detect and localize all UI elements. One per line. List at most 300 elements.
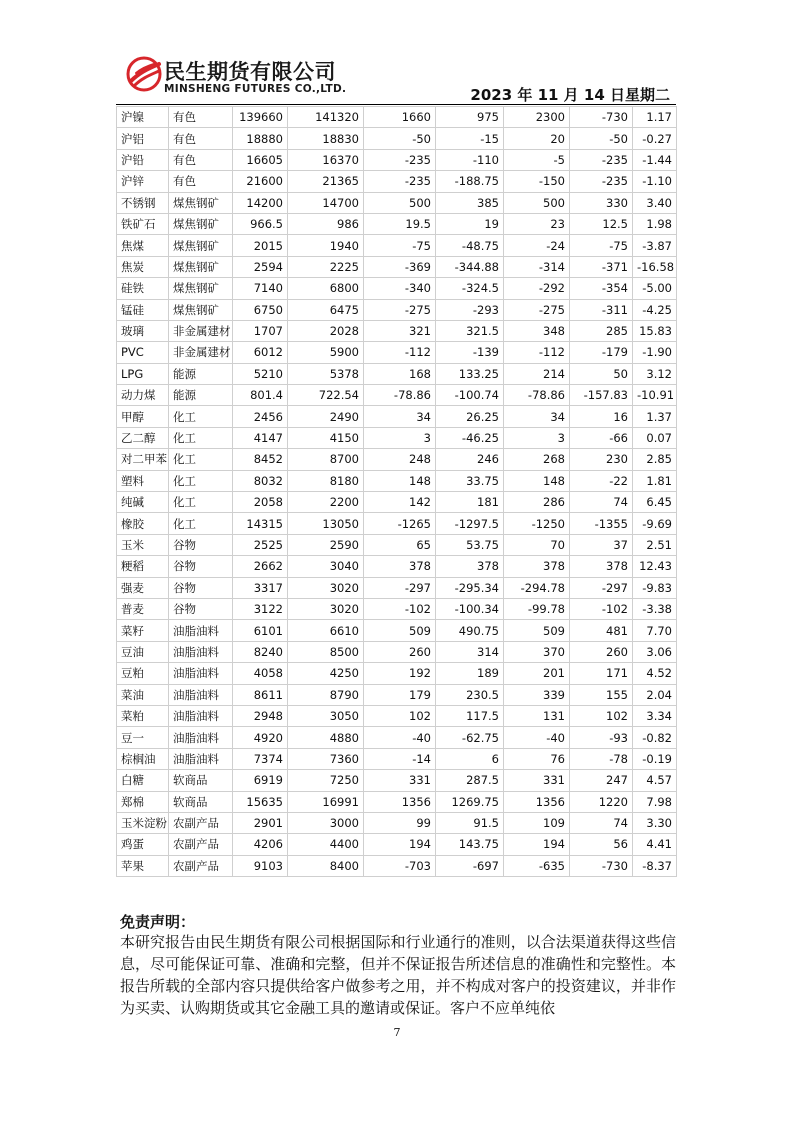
table-row xyxy=(117,748,677,769)
value-cell: 248 xyxy=(364,449,436,470)
sector-cell: 油脂油料 xyxy=(169,727,233,748)
contract-cell: 强麦 xyxy=(117,577,169,598)
value-cell: 5900 xyxy=(288,342,364,363)
table-row xyxy=(117,192,677,213)
value-cell: -324.5 xyxy=(436,278,504,299)
contract-cell: 乙二醇 xyxy=(117,427,169,448)
contract-cell: 沪锌 xyxy=(117,171,169,192)
table-row xyxy=(117,470,677,491)
value-cell: 194 xyxy=(504,834,570,855)
value-cell: 117.5 xyxy=(436,705,504,726)
contract-cell: 动力煤 xyxy=(117,385,169,406)
value-cell: -9.83 xyxy=(633,577,677,598)
sector-cell: 煤焦钢矿 xyxy=(169,256,233,277)
value-cell: 102 xyxy=(364,705,436,726)
value-cell: 4058 xyxy=(233,663,288,684)
value-cell: 975 xyxy=(436,107,504,128)
value-cell: 2028 xyxy=(288,320,364,341)
value-cell: -110 xyxy=(436,149,504,170)
value-cell: -292 xyxy=(504,278,570,299)
value-cell: 4880 xyxy=(288,727,364,748)
value-cell: 966.5 xyxy=(233,213,288,234)
value-cell: -112 xyxy=(364,342,436,363)
value-cell: 3.34 xyxy=(633,705,677,726)
value-cell: -0.82 xyxy=(633,727,677,748)
value-cell: 181 xyxy=(436,492,504,513)
value-cell: 801.4 xyxy=(233,385,288,406)
value-cell: -235 xyxy=(364,149,436,170)
value-cell: 21365 xyxy=(288,171,364,192)
value-cell: -1.90 xyxy=(633,342,677,363)
table-row xyxy=(117,834,677,855)
value-cell: 194 xyxy=(364,834,436,855)
table-row xyxy=(117,278,677,299)
value-cell: -0.27 xyxy=(633,128,677,149)
value-cell: -3.38 xyxy=(633,598,677,619)
sector-cell: 非金属建材 xyxy=(169,342,233,363)
value-cell: 99 xyxy=(364,812,436,833)
value-cell: 53.75 xyxy=(436,534,504,555)
value-cell: 4.52 xyxy=(633,663,677,684)
value-cell: 1356 xyxy=(364,791,436,812)
value-cell: 143.75 xyxy=(436,834,504,855)
sector-cell: 非金属建材 xyxy=(169,320,233,341)
sector-cell: 油脂油料 xyxy=(169,684,233,705)
company-logo xyxy=(126,56,366,100)
table-row xyxy=(117,149,677,170)
value-cell: 7250 xyxy=(288,770,364,791)
contract-cell: 橡胶 xyxy=(117,513,169,534)
sector-cell: 油脂油料 xyxy=(169,641,233,662)
value-cell: -188.75 xyxy=(436,171,504,192)
value-cell: 3000 xyxy=(288,812,364,833)
disclaimer-title: 免责声明： xyxy=(120,913,196,931)
report-date: 2023 年 11 月 14 日星期二 xyxy=(470,86,670,104)
value-cell: -48.75 xyxy=(436,235,504,256)
sector-cell: 化工 xyxy=(169,470,233,491)
value-cell: -139 xyxy=(436,342,504,363)
value-cell: 722.54 xyxy=(288,385,364,406)
value-cell: -50 xyxy=(570,128,633,149)
value-cell: -100.34 xyxy=(436,598,504,619)
table-row xyxy=(117,213,677,234)
value-cell: 7360 xyxy=(288,748,364,769)
value-cell: 133.25 xyxy=(436,363,504,384)
sector-cell: 有色 xyxy=(169,107,233,128)
table-row xyxy=(117,427,677,448)
value-cell: -75 xyxy=(570,235,633,256)
contract-cell: 豆一 xyxy=(117,727,169,748)
table-row xyxy=(117,256,677,277)
contract-cell: 沪镍 xyxy=(117,107,169,128)
value-cell: 7.98 xyxy=(633,791,677,812)
value-cell: 179 xyxy=(364,684,436,705)
table-row xyxy=(117,342,677,363)
contract-cell: 对二甲苯 xyxy=(117,449,169,470)
value-cell: 2.04 xyxy=(633,684,677,705)
value-cell: 16991 xyxy=(288,791,364,812)
value-cell: -369 xyxy=(364,256,436,277)
value-cell: -22 xyxy=(570,470,633,491)
value-cell: 13050 xyxy=(288,513,364,534)
value-cell: -235 xyxy=(364,171,436,192)
value-cell: -703 xyxy=(364,855,436,876)
value-cell: -15 xyxy=(436,128,504,149)
table-row xyxy=(117,171,677,192)
contract-cell: 玉米淀粉 xyxy=(117,812,169,833)
value-cell: 2015 xyxy=(233,235,288,256)
value-cell: -102 xyxy=(570,598,633,619)
value-cell: 70 xyxy=(504,534,570,555)
value-cell: -293 xyxy=(436,299,504,320)
value-cell: 4150 xyxy=(288,427,364,448)
value-cell: 65 xyxy=(364,534,436,555)
contract-cell: 玉米 xyxy=(117,534,169,555)
contract-cell: LPG xyxy=(117,363,169,384)
value-cell: 19 xyxy=(436,213,504,234)
value-cell: -1250 xyxy=(504,513,570,534)
value-cell: 509 xyxy=(504,620,570,641)
company-name-en: MINSHENG FUTURES CO.,LTD. xyxy=(164,83,347,95)
sector-cell: 有色 xyxy=(169,149,233,170)
value-cell: 3020 xyxy=(288,577,364,598)
value-cell: 1.17 xyxy=(633,107,677,128)
value-cell: -697 xyxy=(436,855,504,876)
value-cell: 141320 xyxy=(288,107,364,128)
value-cell: 986 xyxy=(288,213,364,234)
sector-cell: 化工 xyxy=(169,513,233,534)
value-cell: -24 xyxy=(504,235,570,256)
value-cell: 268 xyxy=(504,449,570,470)
value-cell: 148 xyxy=(504,470,570,491)
contract-cell: 棕榈油 xyxy=(117,748,169,769)
value-cell: 378 xyxy=(570,556,633,577)
sector-cell: 有色 xyxy=(169,128,233,149)
value-cell: 142 xyxy=(364,492,436,513)
value-cell: 16370 xyxy=(288,149,364,170)
value-cell: 3122 xyxy=(233,598,288,619)
value-cell: 4250 xyxy=(288,663,364,684)
table-row xyxy=(117,620,677,641)
sector-cell: 煤焦钢矿 xyxy=(169,192,233,213)
table-row xyxy=(117,855,677,876)
value-cell: 15.83 xyxy=(633,320,677,341)
table-row xyxy=(117,492,677,513)
table-row xyxy=(117,363,677,384)
value-cell: -5.00 xyxy=(633,278,677,299)
value-cell: 0.07 xyxy=(633,427,677,448)
table-row xyxy=(117,598,677,619)
value-cell: -354 xyxy=(570,278,633,299)
table-row xyxy=(117,641,677,662)
value-cell: 4.57 xyxy=(633,770,677,791)
value-cell: 230 xyxy=(570,449,633,470)
sector-cell: 能源 xyxy=(169,385,233,406)
value-cell: 155 xyxy=(570,684,633,705)
value-cell: 171 xyxy=(570,663,633,684)
value-cell: -371 xyxy=(570,256,633,277)
value-cell: 3 xyxy=(504,427,570,448)
sector-cell: 油脂油料 xyxy=(169,620,233,641)
sector-cell: 油脂油料 xyxy=(169,705,233,726)
value-cell: 2490 xyxy=(288,406,364,427)
sector-cell: 化工 xyxy=(169,406,233,427)
value-cell: 14315 xyxy=(233,513,288,534)
value-cell: -150 xyxy=(504,171,570,192)
sector-cell: 煤焦钢矿 xyxy=(169,213,233,234)
value-cell: 1940 xyxy=(288,235,364,256)
value-cell: -62.75 xyxy=(436,727,504,748)
value-cell: -78.86 xyxy=(504,385,570,406)
sector-cell: 谷物 xyxy=(169,577,233,598)
table-row xyxy=(117,791,677,812)
value-cell: 189 xyxy=(436,663,504,684)
value-cell: 15635 xyxy=(233,791,288,812)
value-cell: 139660 xyxy=(233,107,288,128)
value-cell: 6610 xyxy=(288,620,364,641)
value-cell: -1355 xyxy=(570,513,633,534)
value-cell: 109 xyxy=(504,812,570,833)
value-cell: -275 xyxy=(504,299,570,320)
value-cell: 331 xyxy=(504,770,570,791)
value-cell: 26.25 xyxy=(436,406,504,427)
table-row xyxy=(117,727,677,748)
contract-cell: 沪铅 xyxy=(117,149,169,170)
value-cell: 6 xyxy=(436,748,504,769)
value-cell: 2456 xyxy=(233,406,288,427)
value-cell: 6475 xyxy=(288,299,364,320)
value-cell: 8240 xyxy=(233,641,288,662)
contract-cell: 菜籽 xyxy=(117,620,169,641)
value-cell: -16.58 xyxy=(633,256,677,277)
value-cell: 1220 xyxy=(570,791,633,812)
value-cell: 2.51 xyxy=(633,534,677,555)
value-cell: 8400 xyxy=(288,855,364,876)
value-cell: 378 xyxy=(504,556,570,577)
value-cell: 1707 xyxy=(233,320,288,341)
value-cell: 3.12 xyxy=(633,363,677,384)
value-cell: 6800 xyxy=(288,278,364,299)
value-cell: 8790 xyxy=(288,684,364,705)
value-cell: 500 xyxy=(364,192,436,213)
minsheng-logo-icon xyxy=(126,56,162,92)
disclaimer-body: 本研究报告由民生期货有限公司根据国际和行业通行的准则，以合法渠道获得这些信息，尽可能保证可靠、准确和完整，但并不保证报告所述信息的准确性和完整性。本报告所载的全部内容只提供给客户做参考之用，并不构成对客户的投资建议，并非作为买卖、认购期货或其它金融工具的邀请或保证。客户不应单纯依 xyxy=(120,933,676,1017)
table-row xyxy=(117,663,677,684)
sector-cell: 软商品 xyxy=(169,791,233,812)
value-cell: 7374 xyxy=(233,748,288,769)
value-cell: 5210 xyxy=(233,363,288,384)
value-cell: 500 xyxy=(504,192,570,213)
value-cell: -297 xyxy=(570,577,633,598)
value-cell: 23 xyxy=(504,213,570,234)
value-cell: 37 xyxy=(570,534,633,555)
value-cell: 6919 xyxy=(233,770,288,791)
page-number: 7 xyxy=(393,1026,401,1039)
contract-cell: PVC xyxy=(117,342,169,363)
value-cell: 3.40 xyxy=(633,192,677,213)
value-cell: 490.75 xyxy=(436,620,504,641)
value-cell: 2594 xyxy=(233,256,288,277)
table-row xyxy=(117,107,677,128)
value-cell: -275 xyxy=(364,299,436,320)
value-cell: -99.78 xyxy=(504,598,570,619)
table-row xyxy=(117,385,677,406)
value-cell: 3020 xyxy=(288,598,364,619)
value-cell: -0.19 xyxy=(633,748,677,769)
value-cell: 285 xyxy=(570,320,633,341)
value-cell: 192 xyxy=(364,663,436,684)
value-cell: 74 xyxy=(570,492,633,513)
value-cell: -344.88 xyxy=(436,256,504,277)
value-cell: 3 xyxy=(364,427,436,448)
value-cell: 8700 xyxy=(288,449,364,470)
value-cell: 74 xyxy=(570,812,633,833)
value-cell: -78.86 xyxy=(364,385,436,406)
value-cell: -40 xyxy=(364,727,436,748)
value-cell: 4206 xyxy=(233,834,288,855)
value-cell: 16 xyxy=(570,406,633,427)
value-cell: -40 xyxy=(504,727,570,748)
value-cell: -100.74 xyxy=(436,385,504,406)
value-cell: -14 xyxy=(364,748,436,769)
value-cell: -235 xyxy=(570,171,633,192)
contract-cell: 不锈钢 xyxy=(117,192,169,213)
sector-cell: 煤焦钢矿 xyxy=(169,299,233,320)
value-cell: -730 xyxy=(570,855,633,876)
value-cell: -10.91 xyxy=(633,385,677,406)
value-cell: 33.75 xyxy=(436,470,504,491)
value-cell: 287.5 xyxy=(436,770,504,791)
header-rule xyxy=(116,104,676,105)
contract-cell: 白糖 xyxy=(117,770,169,791)
contract-cell: 焦煤 xyxy=(117,235,169,256)
contract-cell: 甲醇 xyxy=(117,406,169,427)
value-cell: 378 xyxy=(364,556,436,577)
value-cell: -93 xyxy=(570,727,633,748)
value-cell: 12.5 xyxy=(570,213,633,234)
value-cell: -50 xyxy=(364,128,436,149)
value-cell: 7140 xyxy=(233,278,288,299)
sector-cell: 油脂油料 xyxy=(169,748,233,769)
sector-cell: 化工 xyxy=(169,449,233,470)
table-row xyxy=(117,299,677,320)
sector-cell: 谷物 xyxy=(169,534,233,555)
contract-cell: 豆粕 xyxy=(117,663,169,684)
value-cell: 18830 xyxy=(288,128,364,149)
value-cell: -5 xyxy=(504,149,570,170)
value-cell: 4400 xyxy=(288,834,364,855)
value-cell: 321.5 xyxy=(436,320,504,341)
value-cell: 201 xyxy=(504,663,570,684)
value-cell: 260 xyxy=(364,641,436,662)
value-cell: 3.30 xyxy=(633,812,677,833)
value-cell: -66 xyxy=(570,427,633,448)
contract-cell: 焦炭 xyxy=(117,256,169,277)
value-cell: 339 xyxy=(504,684,570,705)
value-cell: 2225 xyxy=(288,256,364,277)
value-cell: 214 xyxy=(504,363,570,384)
table-row xyxy=(117,705,677,726)
value-cell: 20 xyxy=(504,128,570,149)
value-cell: 5378 xyxy=(288,363,364,384)
value-cell: 3317 xyxy=(233,577,288,598)
value-cell: 3050 xyxy=(288,705,364,726)
value-cell: 7.70 xyxy=(633,620,677,641)
value-cell: 3040 xyxy=(288,556,364,577)
value-cell: 2948 xyxy=(233,705,288,726)
value-cell: 2300 xyxy=(504,107,570,128)
value-cell: 509 xyxy=(364,620,436,641)
value-cell: 18880 xyxy=(233,128,288,149)
value-cell: -314 xyxy=(504,256,570,277)
value-cell: -295.34 xyxy=(436,577,504,598)
value-cell: 2901 xyxy=(233,812,288,833)
value-cell: -635 xyxy=(504,855,570,876)
value-cell: 286 xyxy=(504,492,570,513)
contract-cell: 锰硅 xyxy=(117,299,169,320)
value-cell: -1265 xyxy=(364,513,436,534)
value-cell: -311 xyxy=(570,299,633,320)
sector-cell: 煤焦钢矿 xyxy=(169,278,233,299)
value-cell: 230.5 xyxy=(436,684,504,705)
value-cell: -730 xyxy=(570,107,633,128)
futures-price-table xyxy=(116,106,677,877)
value-cell: 2.85 xyxy=(633,449,677,470)
value-cell: 50 xyxy=(570,363,633,384)
contract-cell: 鸡蛋 xyxy=(117,834,169,855)
company-name-cn: 民生期货有限公司 xyxy=(164,60,336,84)
table-row xyxy=(117,128,677,149)
value-cell: 2590 xyxy=(288,534,364,555)
value-cell: 8032 xyxy=(233,470,288,491)
value-cell: 14700 xyxy=(288,192,364,213)
sector-cell: 化工 xyxy=(169,427,233,448)
value-cell: 2662 xyxy=(233,556,288,577)
sector-cell: 油脂油料 xyxy=(169,663,233,684)
value-cell: -157.83 xyxy=(570,385,633,406)
value-cell: 6.45 xyxy=(633,492,677,513)
value-cell: 4920 xyxy=(233,727,288,748)
sector-cell: 谷物 xyxy=(169,556,233,577)
value-cell: -1297.5 xyxy=(436,513,504,534)
value-cell: 331 xyxy=(364,770,436,791)
contract-cell: 塑料 xyxy=(117,470,169,491)
value-cell: -235 xyxy=(570,149,633,170)
value-cell: -112 xyxy=(504,342,570,363)
value-cell: -8.37 xyxy=(633,855,677,876)
value-cell: 102 xyxy=(570,705,633,726)
value-cell: -294.78 xyxy=(504,577,570,598)
value-cell: 21600 xyxy=(233,171,288,192)
value-cell: 3.06 xyxy=(633,641,677,662)
table-row xyxy=(117,684,677,705)
value-cell: 378 xyxy=(436,556,504,577)
contract-cell: 菜油 xyxy=(117,684,169,705)
contract-cell: 郑棉 xyxy=(117,791,169,812)
contract-cell: 纯碱 xyxy=(117,492,169,513)
table-row xyxy=(117,577,677,598)
value-cell: -102 xyxy=(364,598,436,619)
value-cell: -9.69 xyxy=(633,513,677,534)
sector-cell: 化工 xyxy=(169,492,233,513)
sector-cell: 谷物 xyxy=(169,598,233,619)
value-cell: -3.87 xyxy=(633,235,677,256)
value-cell: -1.10 xyxy=(633,171,677,192)
value-cell: 6750 xyxy=(233,299,288,320)
value-cell: 34 xyxy=(364,406,436,427)
contract-cell: 玻璃 xyxy=(117,320,169,341)
contract-cell: 沪铝 xyxy=(117,128,169,149)
